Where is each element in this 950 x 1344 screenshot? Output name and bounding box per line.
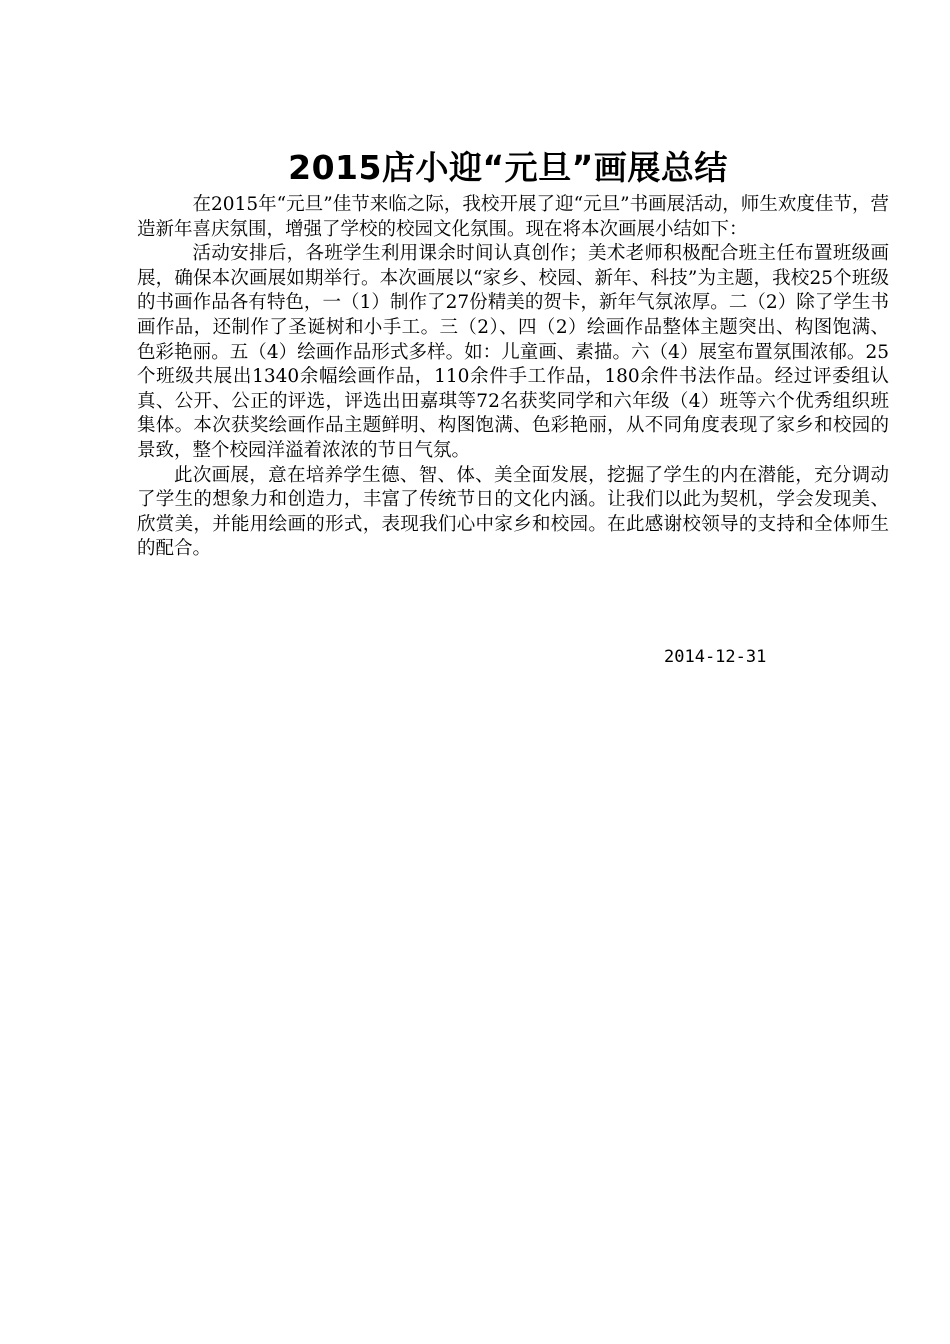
document-title: 2015店小迎“元旦”画展总结 — [288, 148, 728, 187]
paragraph-intro: 在2015年“元旦”佳节来临之际，我校开展了迎“元旦”书画展活动，师生欢度佳节，营造新年喜庆氛围，增强了学校的校园文化氛围。现在将本次画展小结如下： — [137, 194, 889, 240]
document-date: 2014-12-31 — [664, 647, 767, 667]
document-body — [137, 193, 889, 562]
paragraph-activities: 活动安排后，各班学生利用课余时间认真创作；美术老师积极配合班主任布置班级画展，确保本次画展如期举行。本次画展以“家乡、校园、新年、科技”为主题，我校25个班级的书画作品各有特色，一（1）制作了27份精美的贺卡，新年气氛浓厚。二（2）除了学生书画作品，还制作了圣诞树和小手工。三（2）、四（2）绘画作品整体主题突出、构图饱满、色彩艳丽。五（4）绘画作品形式多样。如：儿童画、素描。六（4）展室布置氛围浓郁。25个班级共展出1340余幅绘画作品，110余件手工作品，180余件书法作品。经过评委组认真、公开、公正的评选，评选出田嘉琪等72名获奖同学和六年级（4）班等六个优秀组织班集体。本次获奖绘画作品主题鲜明、构图饱满、色彩艳丽，从不同角度表现了家乡和校园的景致，整个校园洋溢着浓浓的节日气氛。 — [137, 243, 889, 461]
paragraph-conclusion: 此次画展，意在培养学生德、智、体、美全面发展，挖掘了学生的内在潜能，充分调动了学生的想象力和创造力，丰富了传统节日的文化内涵。让我们以此为契机，学会发现美、欣赏美，并能用绘画的形式，表现我们心中家乡和校园。在此感谢校领导的支持和全体师生的配合。 — [137, 464, 889, 560]
